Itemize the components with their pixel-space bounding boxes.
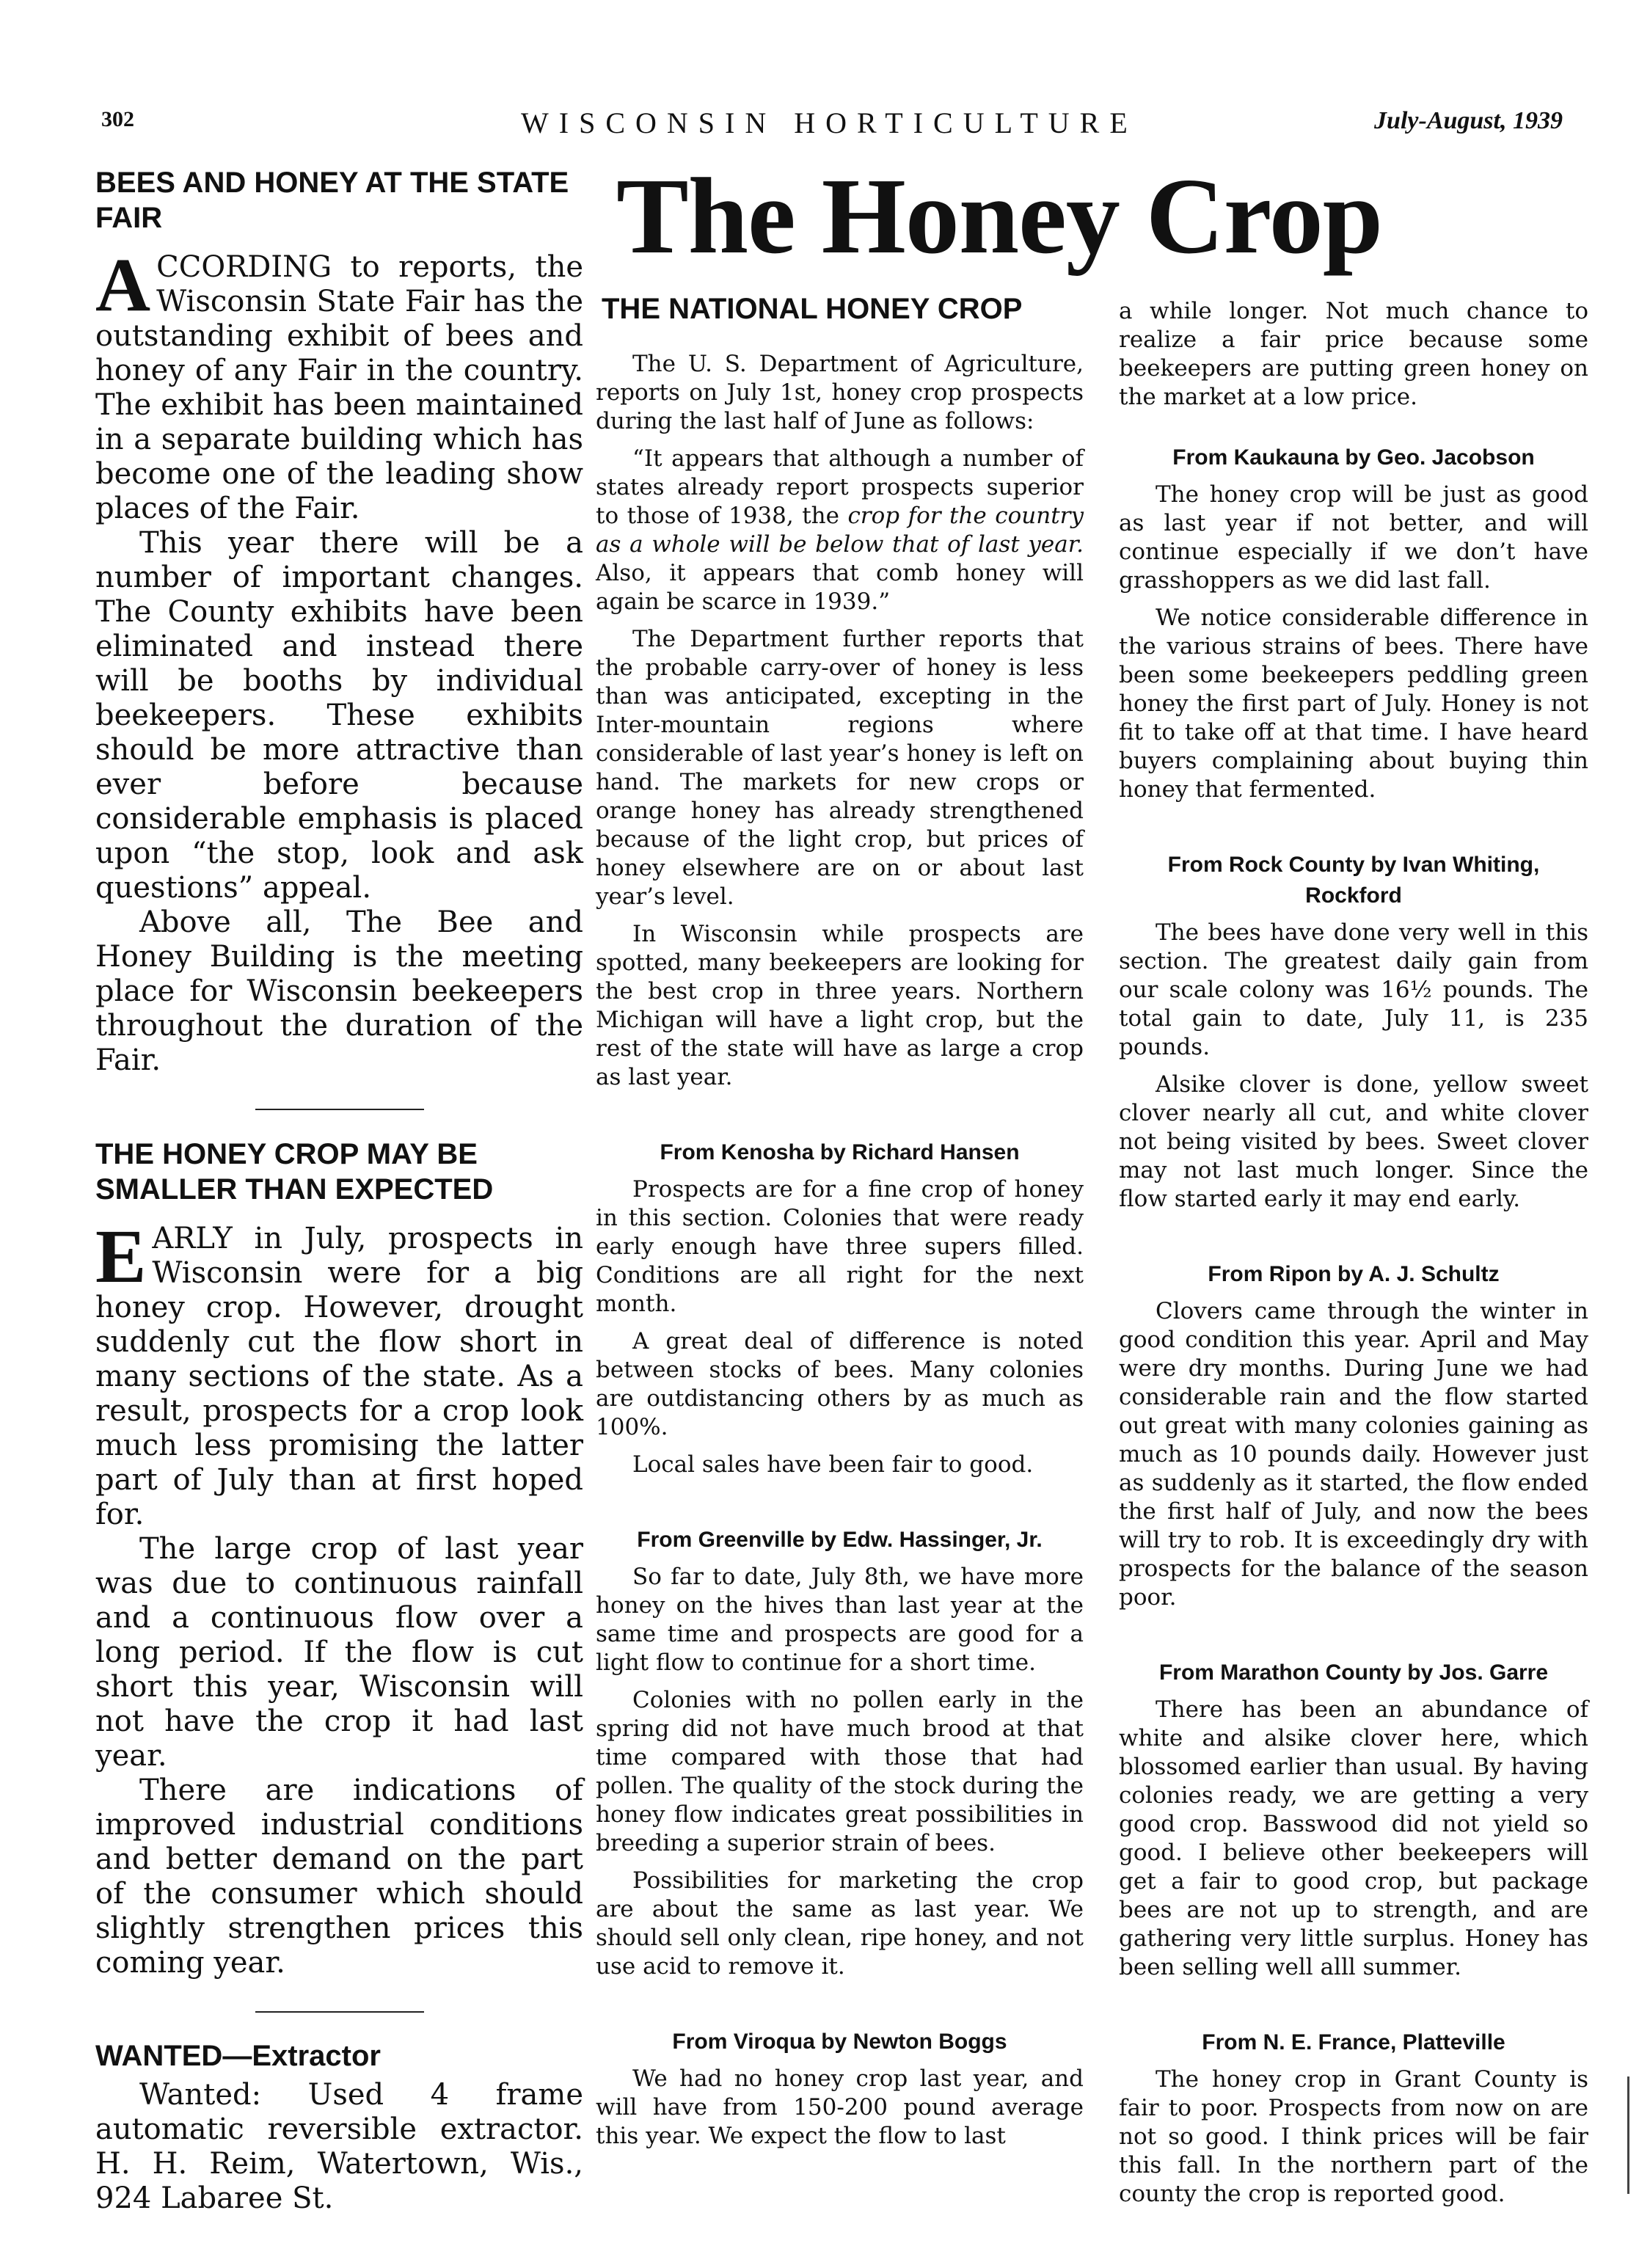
drop-cap: E <box>95 1214 147 1299</box>
report-title: From Kenosha by Richard Hansen <box>660 1140 1020 1164</box>
issue-date: July-August, 1939 <box>1374 107 1563 134</box>
quote-paragraph: “It appears that although a number of states already report prospects superior to those of 1938, the crop for the country as a whole will be below that of last year. Also, it appears that comb honey will again be scarce in 1939.” <box>596 445 1084 615</box>
paragraph: Alsike clover is done, yellow sweet clover nearly all cut, and white clover not being visited by bees. Sweet clover may not last much longer. Since the flow started early it may end early. <box>1119 1071 1588 1212</box>
paragraph: The Department further reports that the probable carry-over of honey is less than was anticipated, excepting in the Inter-mountain regions where considerable of last year’s honey is left on hand. The markets for new crops or orange honey has already strengthened because of the light crop, but prices of honey elsewhere are on or about last year’s level. <box>596 626 1084 910</box>
report-title: From Viroqua by Newton Boggs <box>672 2030 1007 2054</box>
left-column <box>95 165 583 2216</box>
paragraph: Colonies with no pollen early in the spring did not have much brood at that time compared with those that had pollen. The quality of the stock during the honey flow indicates great possibilities in breeding a superior strain of bees. <box>596 1687 1084 1856</box>
page-header <box>95 103 1563 147</box>
paragraph: Wanted: Used 4 frame automatic reversible extractor. H. H. Reim, Watertown, Wis., 924 Labaree St. <box>95 2078 583 2215</box>
wanted-title: WANTED—Extractor <box>95 2040 381 2072</box>
paragraph: Local sales have been fair to good. <box>632 1451 1034 1478</box>
paragraph: Clovers came through the winter in good condition this year. April and May were dry months. During June we had considerable rain and the flow started out great with many colonies gaining as much as 10 pounds daily. However just as suddenly as it started, the flow ended the first half of July, and now the bees will try to rob. It is exceedingly dry with prospects for the balance of the season poor. <box>1119 1298 1588 1611</box>
paragraph: In Wisconsin while prospects are spotted, many beekeepers are looking for the best crop in three years. Northern Michigan will have a light crop, but the rest of the state will have as large a crop as last year. <box>596 921 1084 1090</box>
article-title: BEES AND HONEY AT THE STATE FAIR <box>95 167 569 234</box>
wanted-ad <box>95 2039 583 2216</box>
paragraph: The honey crop in Grant County is fair to poor. Prospects from now on are not so good. I think prices will be fair this fall. In the northern part of the county the crop is reported good. <box>1119 2066 1588 2207</box>
page-edge-mark <box>1627 2076 1629 2194</box>
paragraph: The bees have done very well in this section. The greatest daily gain from our scale colony was 16½ pounds. The total gain to date, July 11, is 235 pounds. <box>1119 919 1588 1060</box>
report-title: From Kaukauna by Geo. Jacobson <box>1172 445 1535 470</box>
paragraph: Above all, The Bee and Honey Building is the meeting place for Wisconsin beekeepers throughout the duration of the Fair. <box>95 905 583 1077</box>
paragraph: The honey crop will be just as good as last year if not better, and will continue especially if we don’t have grasshoppers as we did last fall. <box>1119 481 1588 594</box>
page-number: 302 <box>101 107 134 131</box>
paragraph: EARLY in July, prospects in Wisconsin were for a big honey crop. However, drought suddenly cut the flow short in many sections of the state. As a result, prospects for a crop look much less promising the latter part of July than at first hoped for. <box>95 1214 583 1531</box>
paragraph: A great deal of difference is noted between stocks of bees. Many colonies are outdistancing others by as much as 100%. <box>596 1328 1084 1440</box>
report-title: From Greenville by Edw. Hassinger, Jr. <box>637 1528 1043 1552</box>
main-title: The Honey Crop <box>616 156 1383 277</box>
paragraph: Possibilities for marketing the crop are about the same as last year. We should sell only clean, ripe honey, and not use acid to remove it. <box>596 1867 1084 1980</box>
article-smaller-crop <box>95 1137 583 1980</box>
paragraph: The large crop of last year was due to continuous rainfall and a continuous flow over a long period. If the flow is cut short this year, Wisconsin will not have the crop it had last year. <box>95 1532 583 1773</box>
paragraph: So far to date, July 8th, we have more honey on the hives than last year at the same time and prospects are good for a light flow to continue for a short time. <box>596 1564 1084 1676</box>
paragraph: a while longer. Not much chance to realize a fair price because some beekeepers are putting green honey on the market at a low price. <box>1119 298 1588 410</box>
paragraph: Prospects are for a fine crop of honey in this section. Colonies that were ready early enough have three supers filled. Conditions are all right for the next month. <box>596 1176 1084 1317</box>
magazine-title: WISCONSIN HORTICULTURE <box>521 106 1138 139</box>
paragraph: We had no honey crop last year, and will have from 150-200 pound average this year. We expect the flow to last <box>596 2065 1084 2149</box>
middle-column <box>596 290 1084 2159</box>
right-column <box>1119 297 1588 2217</box>
paragraph: This year there will be a number of important changes. The County exhibits have been eliminated and instead there will be booths by individual beekeepers. These exhibits should be more attractive than ever before because considerable emphasis is placed upon “the stop, look and ask questions” appeal. <box>95 526 583 905</box>
paragraph: The U. S. Department of Agriculture, reports on July 1st, honey crop prospects during the last half of June as follows: <box>596 351 1084 434</box>
report-title: From Marathon County by Jos. Garre <box>1158 1660 1549 1685</box>
report-title: From Ripon by A. J. Schultz <box>1208 1262 1500 1286</box>
report-title: From Rock County by Ivan Whiting, Rockford <box>1167 853 1540 908</box>
divider <box>255 1109 424 1110</box>
article-title: THE HONEY CROP MAY BE SMALLER THAN EXPECTED <box>95 1138 494 1206</box>
paragraph: We notice considerable difference in the various strains of bees. There have been some beekeepers peddling green honey the first part of July. Honey is not fit to take off at that time. I have heard buyers complaining about buying thin honey that fermented. <box>1119 605 1588 803</box>
paragraph: There are indications of improved industrial conditions and better demand on the part of the consumer which should slightly strengthen prices this coming year. <box>95 1773 583 1980</box>
section-title: THE NATIONAL HONEY CROP <box>602 293 1023 325</box>
drop-cap: A <box>95 243 151 327</box>
article-state-fair <box>95 165 583 1078</box>
paragraph: ACCORDING to reports, the Wisconsin State Fair has the outstanding exhibit of bees and honey of any Fair in the country. The exhibit has been maintained in a separate building which has become one of the leading show places of the Fair. <box>95 243 583 525</box>
divider <box>255 2011 424 2013</box>
report-title: From N. E. France, Platteville <box>1202 2030 1505 2054</box>
paragraph: There has been an abundance of white and alsike clover here, which blossomed earlier than usual. By having colonies ready, we are getting a very good crop. Basswood did not yield so good. I believe other beekeepers will get a fair to good crop, but package bees are not up to strength, and are gathering very little surplus. Honey has been selling well alll summer. <box>1119 1696 1588 1980</box>
